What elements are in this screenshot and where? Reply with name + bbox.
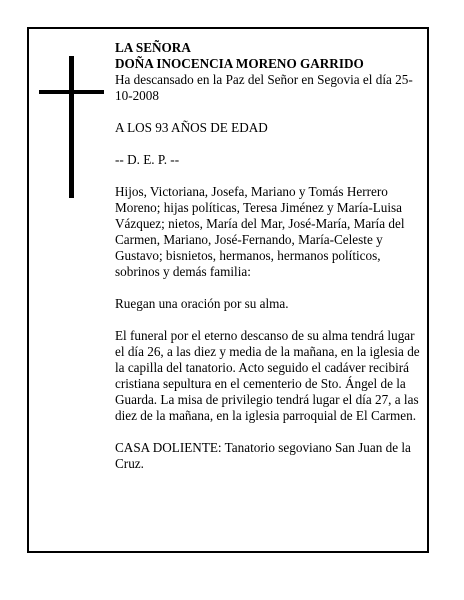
rip-text: -- D. E. P. --: [115, 152, 180, 167]
notice-title: LA SEÑORA: [115, 40, 191, 55]
age-text: A LOS 93 AÑOS DE EDAD: [115, 120, 268, 135]
prayer-text: Ruegan una oración por su alma.: [115, 296, 289, 311]
cross-vertical-bar: [69, 56, 74, 198]
casa-doliente-text: CASA DOLIENTE: Tanatorio segoviano San Juan de la Cruz.: [115, 440, 411, 471]
cross-horizontal-bar: [39, 90, 104, 94]
deceased-name: DOÑA INOCENCIA MORENO GARRIDO: [115, 56, 364, 71]
funeral-text: El funeral por el eterno descanso de su alma tendrá lugar el día 26, a las diez y media de la mañana, en la iglesia de la capilla del tanatorio. Acto seguido el cadáver recibirá cristiana sepultura en el cementerio de Sto. Ángel de la Guarda. La misa de privilegio tendrá lugar el día 27, a las diez de la mañana, en la iglesia parroquial de El Carmen.: [115, 328, 420, 423]
family-text: Hijos, Victoriana, Josefa, Mariano y Tomás Herrero Moreno; hijas políticas, Teresa Jiménez y María-Luisa Vázquez; nietos, María del Mar, José-María, María del Carmen, Mariano, José-Fernando, María-Celeste y Gustavo; bisnietos, hermanos, hermanos políticos, sobrinos y demás familia:: [115, 184, 405, 279]
announcement-text: Ha descansado en la Paz del Señor en Segovia el día 25-10-2008: [115, 72, 413, 103]
obituary-notice: [27, 27, 429, 553]
notice-content: [115, 40, 425, 488]
